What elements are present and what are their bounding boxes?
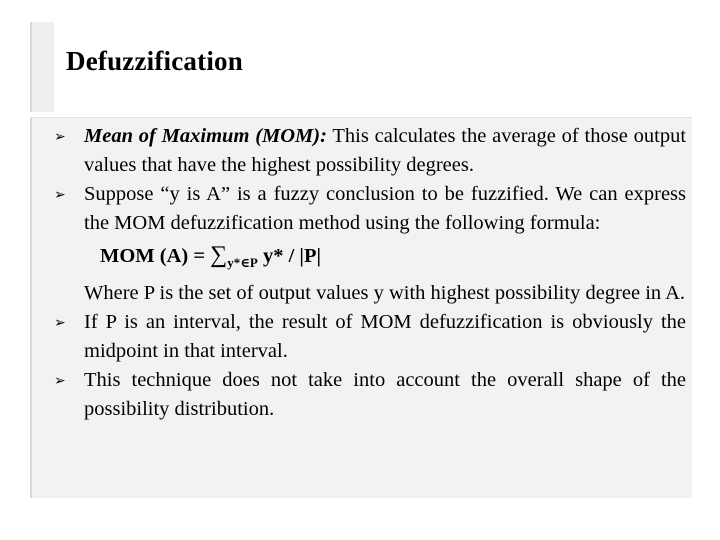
- interval-text: If P is an interval, the result of MOM defuzzification is obviously the midpoint in that interval.: [84, 311, 686, 363]
- bullet-interval: [54, 308, 686, 366]
- where-text: Where P is the set of output values y with highest possibility degree in A.: [84, 282, 686, 305]
- formula-subscript: y*∈P: [227, 255, 258, 271]
- suppose-text: Suppose “y is A” is a fuzzy conclusion to be fuzzified. We can express the MOM defuzzification method using the following formula:: [84, 183, 686, 234]
- bullet-list: [54, 122, 686, 424]
- bullet-suppose: [54, 180, 686, 238]
- formula-left: MOM (A) =: [100, 245, 211, 267]
- mom-term: Mean of Maximum (MOM):: [84, 125, 327, 147]
- bullet-technique: [54, 366, 686, 424]
- mom-description: This calculates the average of those output values that have the highest possibility degrees.: [84, 125, 687, 176]
- arrow-bullet-icon: ➢: [54, 129, 66, 145]
- arrow-bullet-icon: ➢: [54, 315, 66, 332]
- arrow-bullet-icon: ➢: [54, 187, 66, 203]
- slide-title: Defuzzification: [66, 46, 243, 76]
- mom-formula: [54, 241, 686, 277]
- arrow-bullet-icon: ➢: [54, 373, 66, 390]
- sum-symbol: ∑: [210, 242, 228, 268]
- bullet-mom-definition: [54, 122, 686, 180]
- title-accent-bar: [30, 22, 54, 112]
- formula-right: y* / |P|: [257, 245, 321, 267]
- technique-text: This technique does not take into account the overall shape of the possibility distribution.: [84, 369, 686, 421]
- where-definition: [54, 279, 686, 308]
